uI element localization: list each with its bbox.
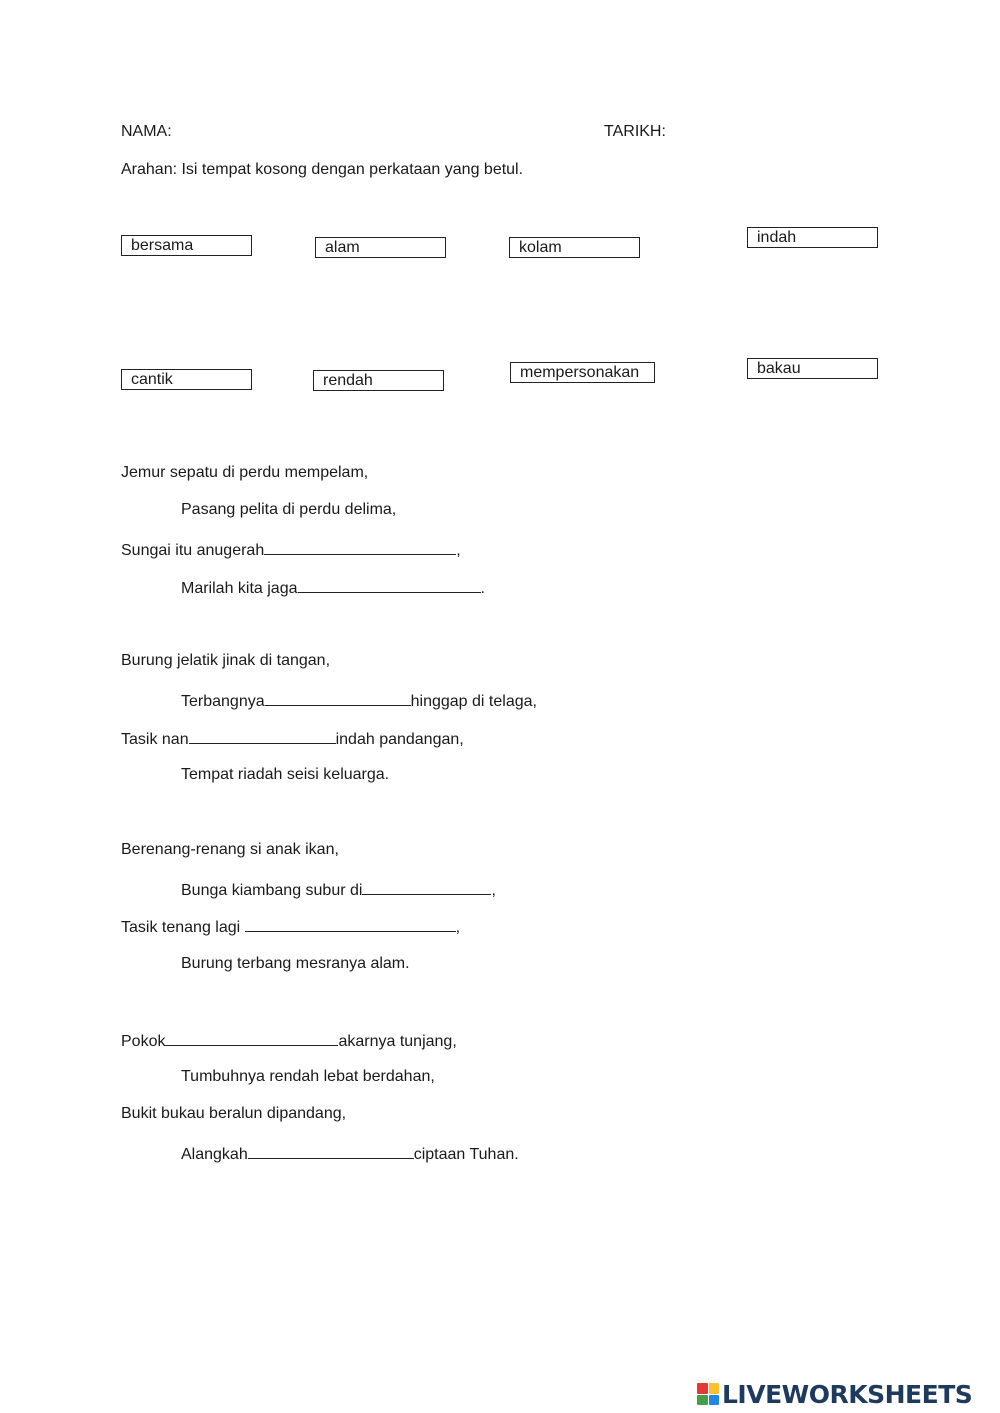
word-box[interactable]: kolam [509,237,640,258]
stanza1-line2: Pasang pelita di perdu delima, [181,501,397,518]
word-box[interactable]: alam [315,237,446,258]
date-label: TARIKH: [604,123,666,140]
stanza4-line2: Tumbuhnya rendah lebat berdahan, [181,1068,435,1085]
stanza3-line3: Tasik tenang lagi , [121,915,460,938]
word-box[interactable]: rendah [313,370,444,391]
brand-name: LIVEWORKSHEETS [722,1379,973,1409]
blank-field[interactable] [165,1029,338,1046]
stanza3-line4: Burung terbang mesranya alam. [181,955,410,972]
stanza2-line2: Terbangnya hinggap di telaga, [181,689,537,712]
word-box[interactable]: indah [747,227,878,248]
liveworksheets-logo-icon [697,1383,719,1405]
name-label: NAMA: [121,123,172,140]
word-box[interactable]: bersama [121,235,252,256]
instruction: Arahan: Isi tempat kosong dengan perkataan yang betul. [121,161,524,178]
blank-field[interactable] [189,727,336,744]
blank-field[interactable] [265,689,411,706]
stanza4-line3: Bukit bukau beralun dipandang, [121,1105,347,1122]
word-box[interactable]: cantik [121,369,252,390]
stanza1-line4: Marilah kita jaga . [181,576,485,599]
blank-field[interactable] [248,1142,414,1159]
blank-field[interactable] [298,576,481,593]
stanza2-line3: Tasik nan indah pandangan, [121,727,464,750]
stanza4-line1: Pokok akarnya tunjang, [121,1029,457,1052]
stanza1-line3: Sungai itu anugerah , [121,538,461,561]
blank-field[interactable] [245,915,456,932]
stanza4-line4: Alangkah ciptaan Tuhan. [181,1142,519,1165]
stanza2-line4: Tempat riadah seisi keluarga. [181,766,390,783]
stanza3-line2: Bunga kiambang subur di , [181,878,496,901]
stanza2-line1: Burung jelatik jinak di tangan, [121,652,331,669]
stanza1-line1: Jemur sepatu di perdu mempelam, [121,464,369,481]
blank-field[interactable] [362,878,491,895]
stanza3-line1: Berenang-renang si anak ikan, [121,841,339,858]
blank-field[interactable] [264,538,456,555]
word-box[interactable]: mempersonakan [510,362,655,383]
word-box[interactable]: bakau [747,358,878,379]
liveworksheets-logo[interactable] [697,1378,972,1410]
